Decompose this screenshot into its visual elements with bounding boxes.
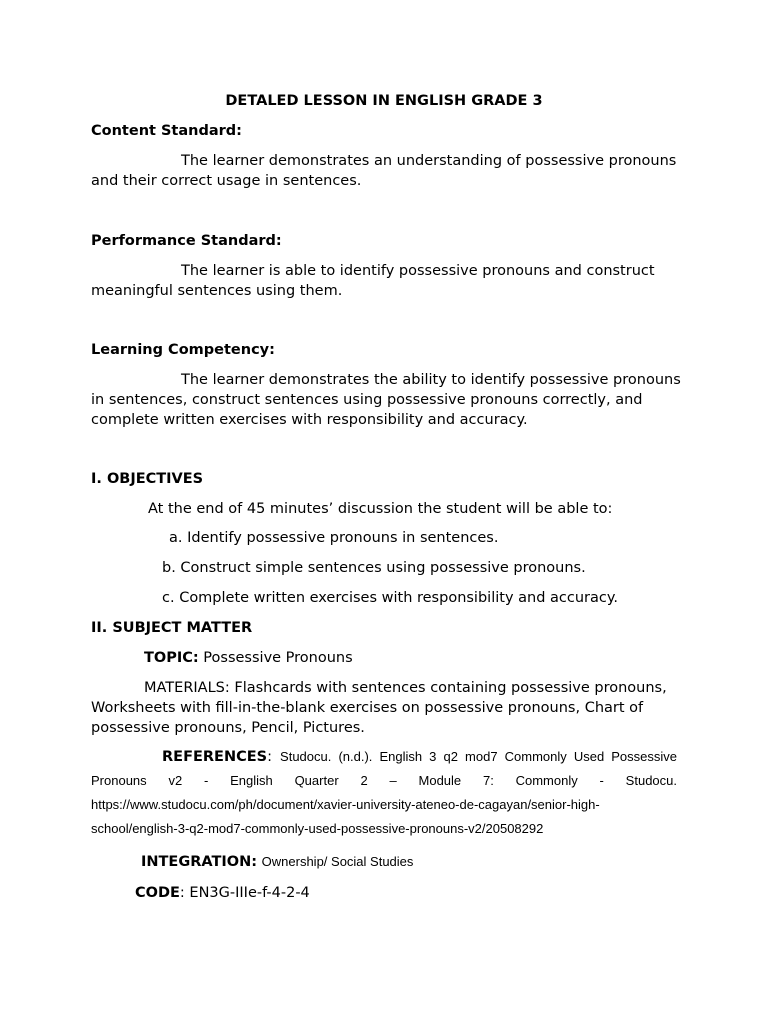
- learning-competency-text: The learner demonstrates the ability to identify possessive pronouns in sentences, construct sentences using possessive pronouns correctly, and complete written exercises with responsibility and accuracy.: [91, 372, 681, 428]
- content-standard-heading: Content Standard:: [91, 123, 242, 139]
- objectives-heading: I. OBJECTIVES: [91, 471, 204, 487]
- code-value: : EN3G-IIIe-f-4-2-4: [179, 885, 310, 901]
- integration-label: INTEGRATION:: [141, 854, 258, 870]
- references-block: REFERENCES: Studocu. (n.d.). English 3 q2 mod7 Commonly Used Possessive Pronouns v2 - English Quarter 2 – Module 7: Commonly - Studocu. https://www.studocu.com/ph/document/xavier-university-ateneo-de-cagayan/senior-high-school/english-3-q2-mod7-commonly-used-possessive-pronouns-v2/20508292: [91, 749, 677, 836]
- objectives-intro: At the end of 45 minutes’ discussion the student will be able to:: [148, 501, 613, 517]
- objective-item: b. Construct simple sentences using possessive pronouns.: [162, 560, 586, 576]
- document-title: DETALED LESSON IN ENGLISH GRADE 3: [225, 93, 543, 109]
- materials-text: MATERIALS: Flashcards with sentences containing possessive pronouns, Worksheets with fill-in-the-blank exercises on possessive pronouns, Chart of possessive pronouns, Pencil, Pictures.: [91, 680, 667, 736]
- performance-standard-heading: Performance Standard:: [91, 233, 282, 249]
- references-label: REFERENCES: [162, 749, 268, 765]
- performance-standard-text: The learner is able to identify possessive pronouns and construct meaningful sentences using them.: [91, 263, 655, 299]
- objective-item: c. Complete written exercises with responsibility and accuracy.: [162, 590, 618, 606]
- code-line: [135, 883, 310, 903]
- code-label: CODE: [135, 885, 180, 901]
- subject-matter-heading: II. SUBJECT MATTER: [91, 620, 253, 636]
- references-text: Studocu. (n.d.). English 3 q2 mod7 Commonly Used Possessive Pronouns v2 - English Quarter 2 – Module 7: Commonly - Studocu. https://www.studocu.com/ph/document/xavier-university-ateneo-de-cagayan/senior-high-school/english-3-q2-mod7-commonly-used-possessive-pronouns-v2/20508292: [91, 749, 677, 836]
- content-standard-text: The learner demonstrates an understanding of possessive pronouns and their correct usage in sentences.: [91, 153, 677, 189]
- topic-line: [144, 648, 353, 668]
- learning-competency-heading: Learning Competency:: [91, 342, 275, 358]
- integration-value: Ownership/ Social Studies: [261, 854, 414, 869]
- topic-value: Possessive Pronouns: [203, 650, 353, 666]
- integration-line: [141, 852, 413, 872]
- objective-item: a. Identify possessive pronouns in sentences.: [169, 530, 499, 546]
- topic-label: TOPIC:: [144, 650, 199, 666]
